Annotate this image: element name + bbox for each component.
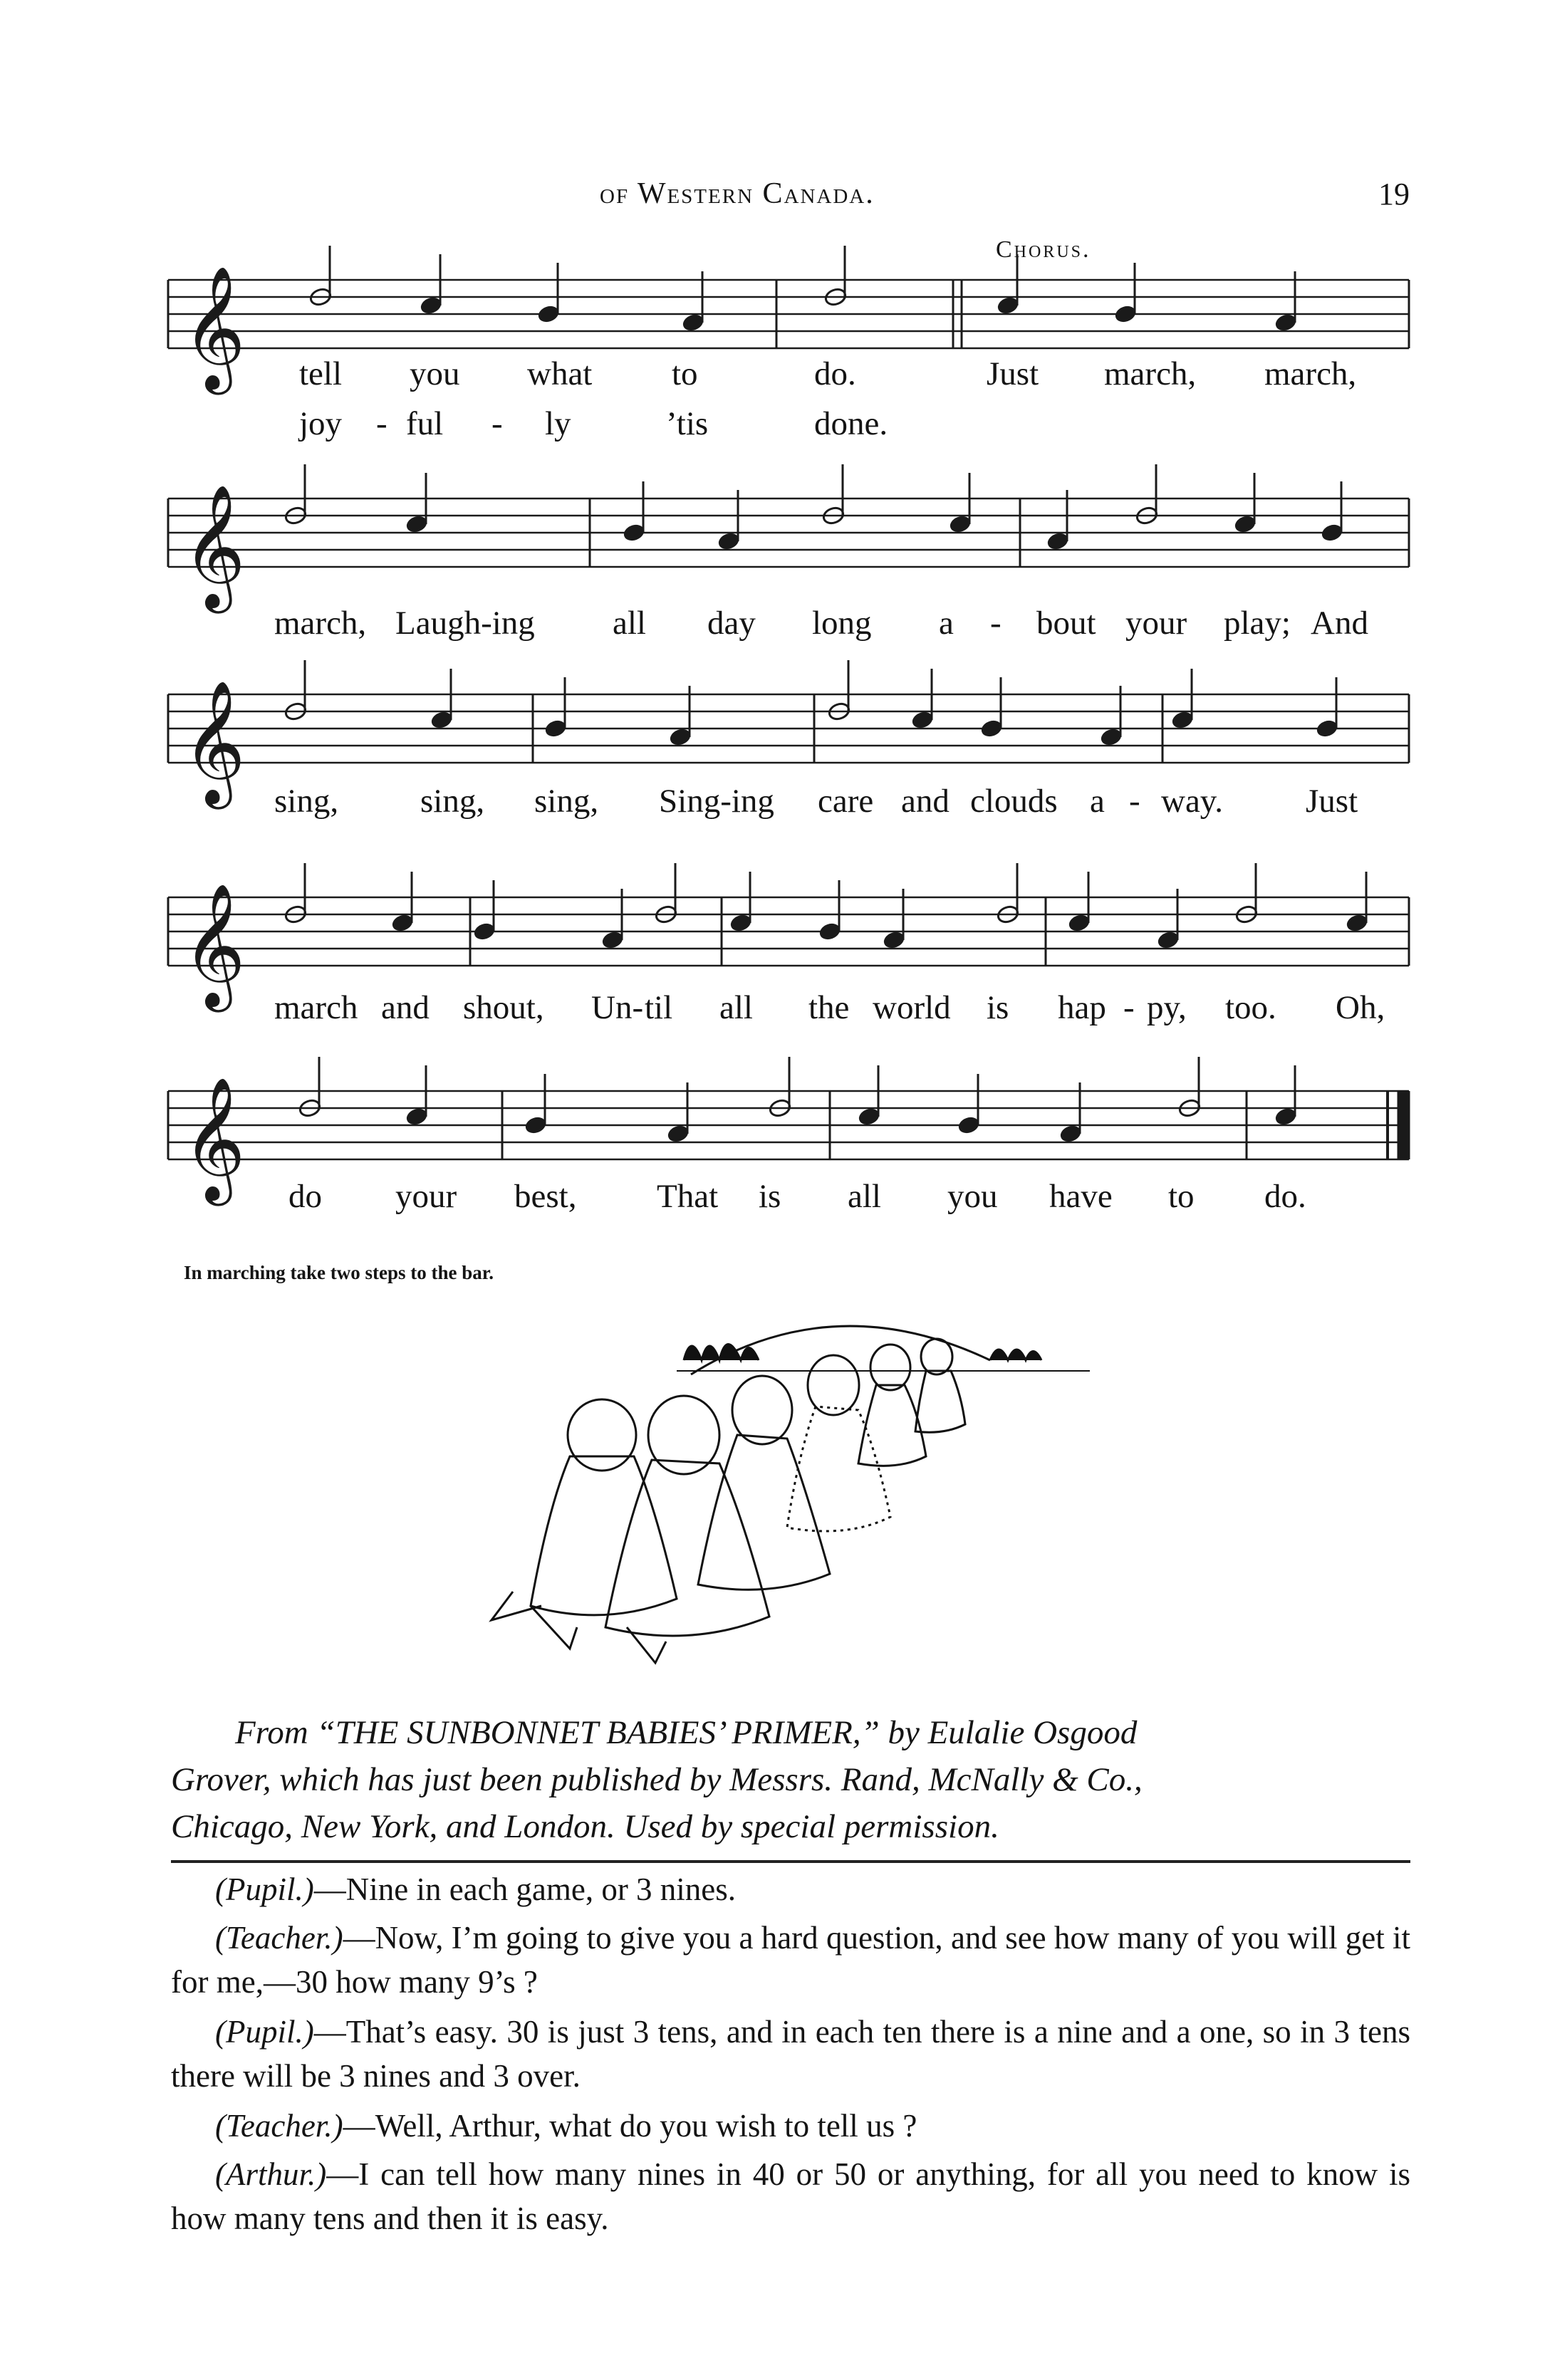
speaker: (Pupil.) (215, 1872, 314, 1907)
dialogue-text: —Now, I’m going to give you a hard question, and see how many of you will get it for me,—30 how many 9’s ? (171, 1920, 1410, 2000)
lyric-syllable: care (818, 783, 874, 820)
lyric-syllable: is (759, 1178, 781, 1215)
sunbonnet-children-marching-illustration (463, 1293, 1104, 1677)
lyric-syllable: And (1311, 605, 1368, 642)
dialogue-paragraph (171, 1867, 1410, 1911)
lyric-syllable: march (274, 989, 358, 1026)
treble-clef-icon: 𝄞 (182, 266, 246, 390)
lyric-syllable: all (848, 1178, 881, 1215)
lyric-syllable: play; (1224, 605, 1291, 642)
treble-clef-icon: 𝄞 (182, 484, 246, 608)
lyric-syllable: way. (1161, 783, 1224, 820)
lyric-syllable: ’tis (666, 405, 709, 442)
credit-line-3: Chicago, New York, and London. Used by special permission. (171, 1808, 999, 1845)
lyric-syllable: Just (1306, 783, 1358, 820)
lyric-syllable: shout, (463, 989, 544, 1026)
dialogue-paragraph (171, 1916, 1410, 2004)
lyric-syllable: all (613, 605, 646, 642)
lyric-syllable: and (381, 989, 430, 1026)
credit-line-1: From “THE SUNBONNET BABIES’ PRIMER,” by Eulalie Osgood (235, 1714, 1138, 1751)
lyric-syllable: bout (1036, 605, 1096, 642)
lyric-syllable: is (987, 989, 1009, 1026)
speaker: (Teacher.) (215, 2108, 343, 2144)
lyric-syllable: to (672, 355, 698, 392)
lyric-syllable: to (1168, 1178, 1195, 1215)
lyric-syllable: day (707, 605, 756, 642)
dialogue-paragraph (171, 2104, 1410, 2148)
lyric-syllable: do (288, 1178, 322, 1215)
lyric-syllable: py, (1147, 989, 1187, 1026)
speaker: (Pupil.) (215, 2014, 314, 2050)
lyric-syllable: done. (814, 405, 888, 442)
lyric-syllable: do. (1264, 1178, 1306, 1215)
lyric-syllable: joy (299, 405, 343, 442)
dialogue-paragraph (171, 2010, 1410, 2098)
lyric-syllable: - (990, 605, 1002, 642)
lyric-syllable: your (395, 1178, 457, 1215)
lyric-syllable: That (657, 1178, 719, 1215)
dialogue-paragraph (171, 2152, 1410, 2240)
lyric-syllable: your (1125, 605, 1187, 642)
treble-clef-icon: 𝄞 (182, 680, 246, 804)
lyric-syllable: sing, (420, 783, 485, 820)
lyric-syllable: the (808, 989, 850, 1026)
lyric-syllable: clouds (970, 783, 1058, 820)
lyric-syllable: you (947, 1178, 998, 1215)
lyric-syllable: sing, (534, 783, 599, 820)
lyric-syllable: best, (514, 1178, 577, 1215)
lyric-syllable: sing, (274, 783, 339, 820)
lyric-syllable: too. (1225, 989, 1276, 1026)
performance-note: In marching take two steps to the bar. (184, 1262, 494, 1283)
lyric-syllable: a (1090, 783, 1105, 820)
speaker: (Arthur.) (215, 2156, 327, 2192)
lyric-syllable: Oh, (1336, 989, 1385, 1026)
lyric-syllable: ly (545, 405, 571, 442)
credit-line-2: Grover, which has just been published by Messrs. Rand, McNally & Co., (171, 1761, 1143, 1798)
dialogue-text: —Well, Arthur, what do you wish to tell us ? (343, 2108, 917, 2144)
lyric-syllable: Un- (591, 989, 644, 1026)
lyric-syllable: what (527, 355, 593, 392)
lyric-syllable: world (873, 989, 951, 1026)
lyric-syllable: march, (1104, 355, 1197, 392)
dialogue-text: —Nine in each game, or 3 nines. (313, 1872, 737, 1907)
dialogue-text: —I can tell how many nines in 40 or 50 or anything, for all you need to know is how many tens and then it is easy. (171, 2156, 1410, 2236)
running-title: of Western Canada. (600, 177, 875, 210)
lyric-syllable: ful (406, 405, 444, 442)
lyric-syllable: you (410, 355, 460, 392)
treble-clef-icon: 𝄞 (182, 883, 246, 1007)
lyric-syllable: - (491, 405, 503, 442)
lyric-syllable: a (939, 605, 954, 642)
dialogue-text: —That’s easy. 30 is just 3 tens, and in each ten there is a nine and a one, so in 3 tens there will be 3 nines and 3 over. (171, 2014, 1410, 2094)
lyric-syllable: all (719, 989, 753, 1026)
lyric-syllable: Laugh-ing (395, 605, 535, 642)
section-divider (171, 1860, 1410, 1863)
lyric-syllable: - (376, 405, 387, 442)
lyric-syllable: have (1049, 1178, 1113, 1215)
treble-clef-icon: 𝄞 (182, 1077, 246, 1201)
lyric-syllable: tell (299, 355, 343, 392)
speaker: (Teacher.) (215, 1920, 343, 1956)
lyric-syllable: - (1129, 783, 1140, 820)
page-number: 19 (1378, 177, 1410, 212)
lyric-syllable: Sing-ing (659, 783, 774, 820)
lyric-syllable: long (812, 605, 872, 642)
lyric-syllable: til (645, 989, 673, 1026)
lyric-syllable: march, (1264, 355, 1357, 392)
lyric-syllable: and (901, 783, 950, 820)
lyric-syllable: Just (987, 355, 1039, 392)
lyric-syllable: - (1123, 989, 1135, 1026)
chorus-label: Chorus. (996, 236, 1091, 263)
lyric-syllable: hap (1058, 989, 1106, 1026)
lyric-syllable: do. (814, 355, 856, 392)
lyric-syllable: march, (274, 605, 367, 642)
